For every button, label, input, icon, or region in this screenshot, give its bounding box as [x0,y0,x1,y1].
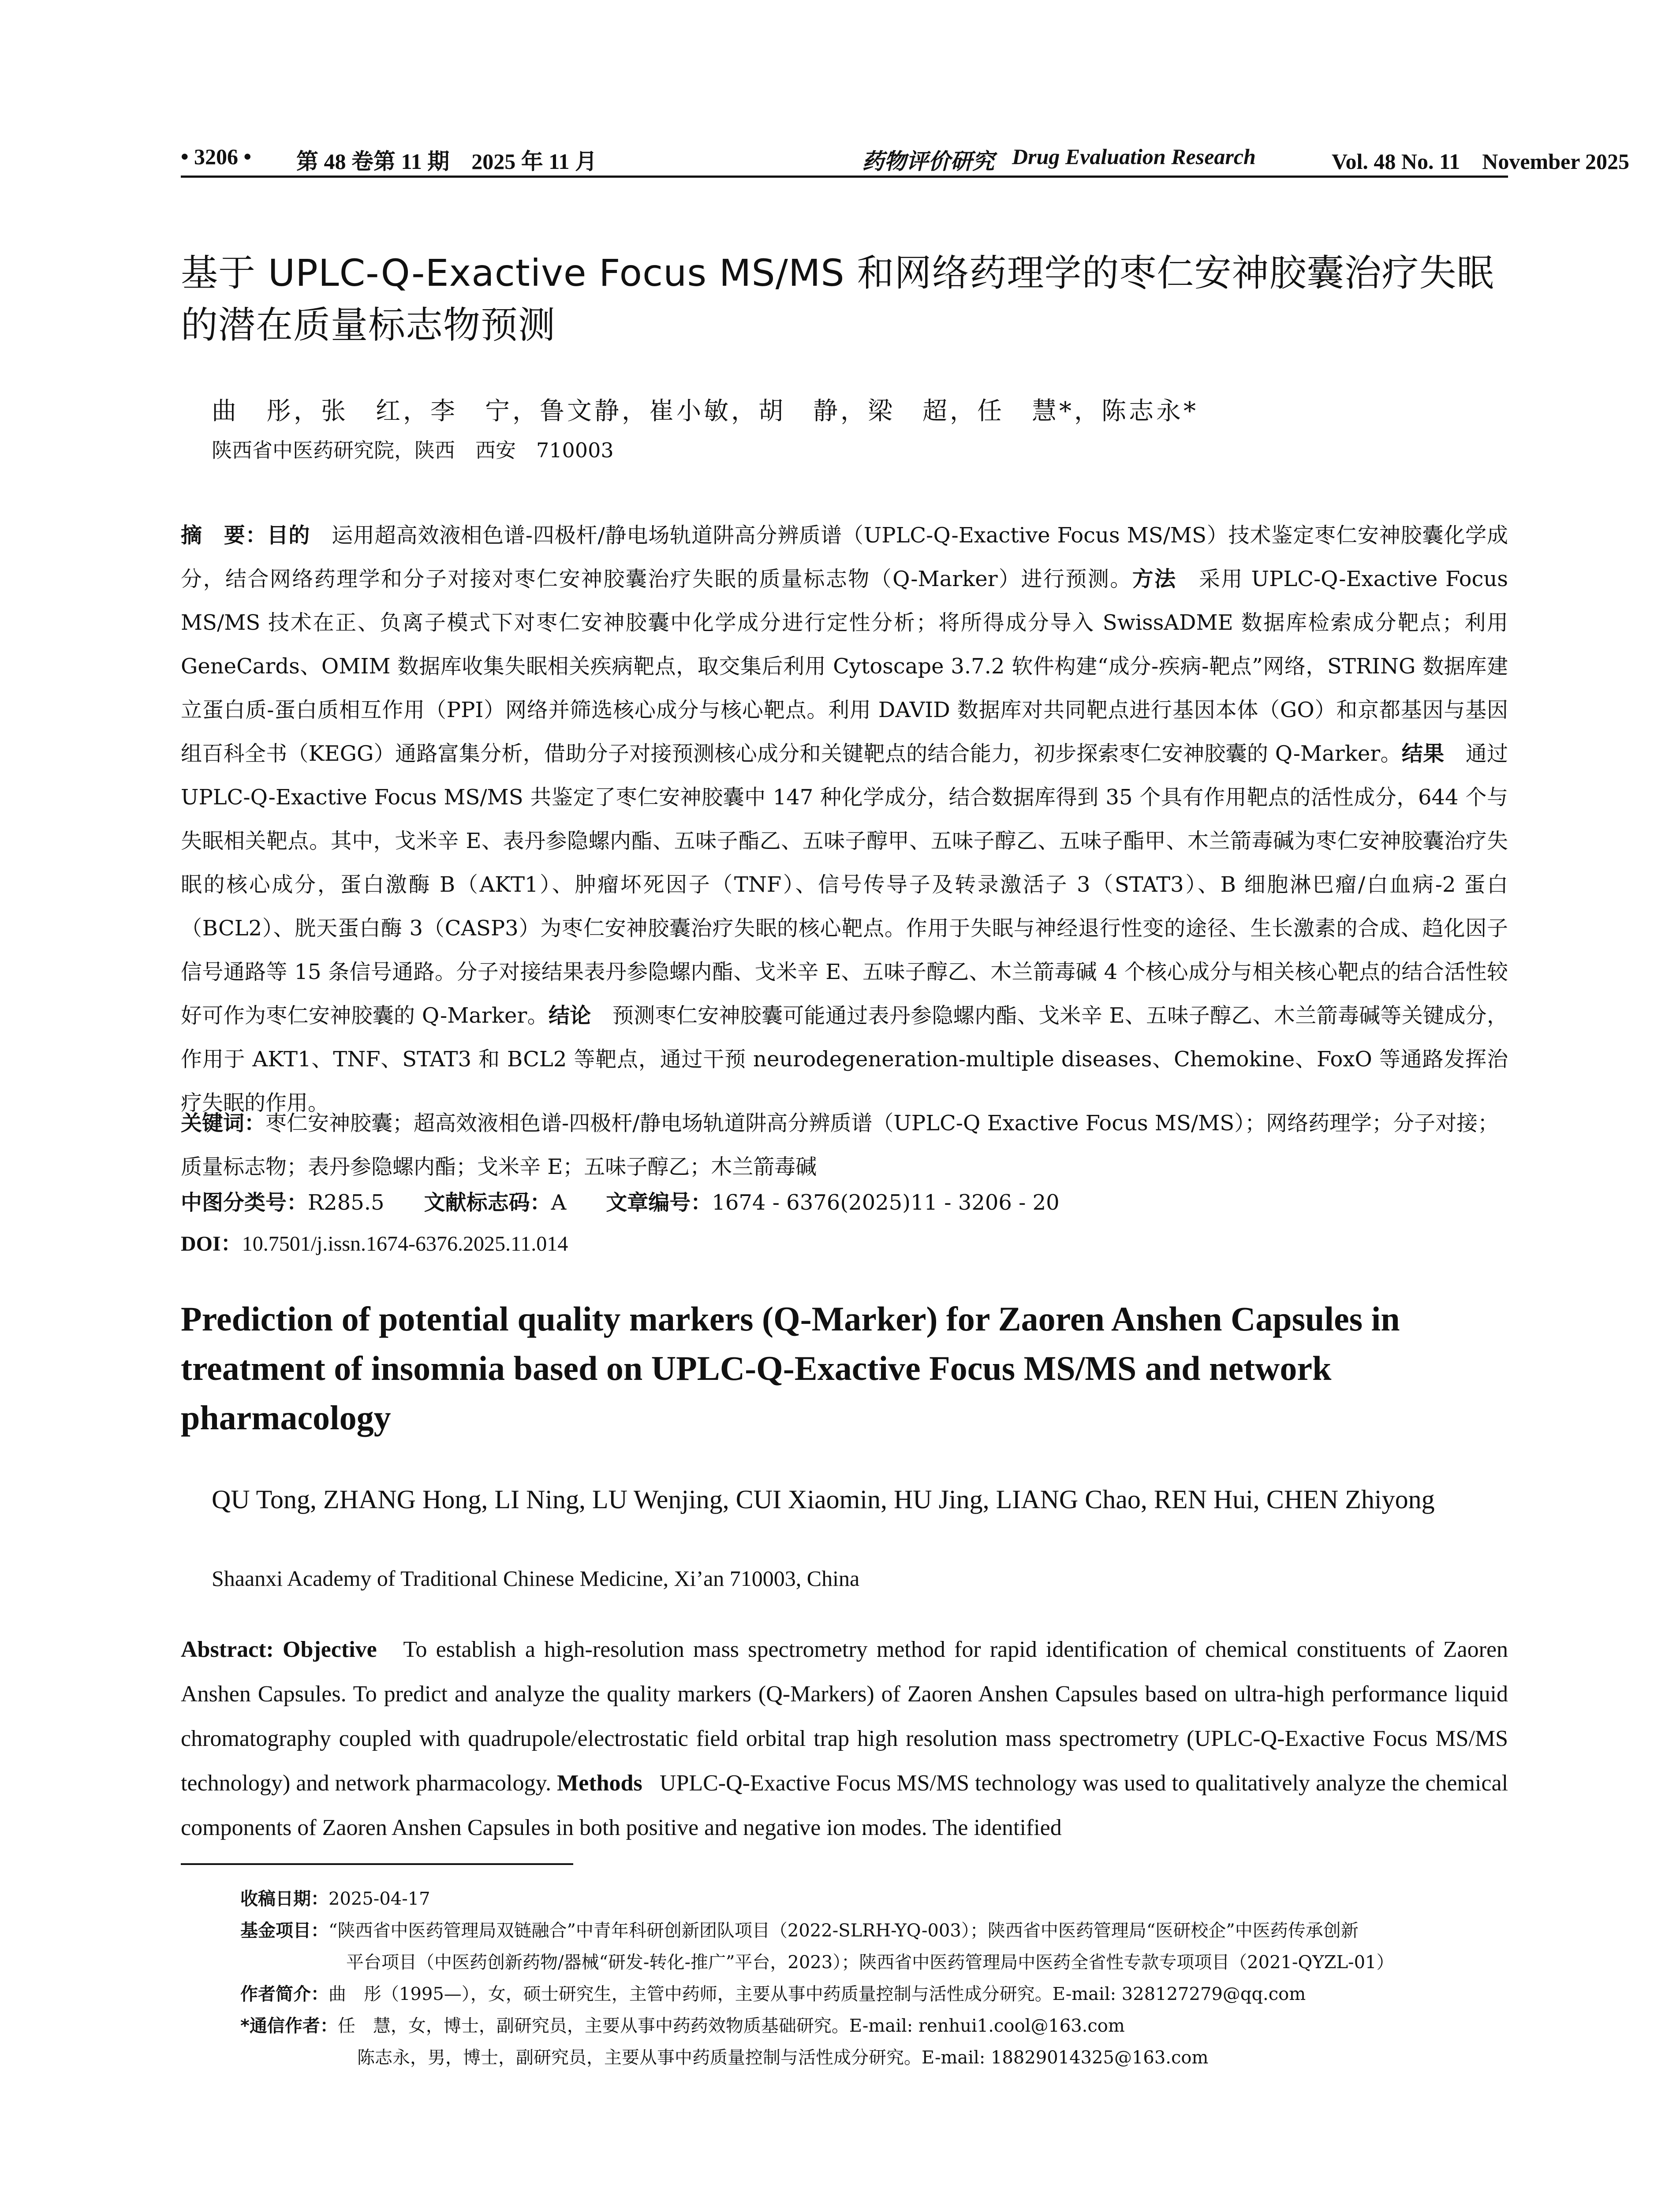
objective-en: To establish a high-resolution mass spectrometry method for rapid identification of chemical constituents of Zaoren Anshen Capsules. To predict and analyze the quality markers (Q-Markers) of Zaoren Anshen Capsules based on ultra-high performance liquid chromatography coupled with quadrupole/electrostatic field orbital trap high resolution mass spectrometry (UPLC-Q-Exactive Focus MS/MS technology) and network pharmacology. [181,1637,1508,1796]
keywords-cn [181,1102,1508,1189]
footnote-fund [240,1915,1508,1947]
footnote-received [240,1883,1508,1915]
clc-label: 中图分类号： [181,1190,308,1215]
affiliation-cn: 陕西省中医药研究院，陕西 西安 710003 [212,438,614,462]
fund-label: 基金项目： [240,1921,329,1941]
classification-row [181,1182,1508,1223]
authors-cn: 曲 彤，张 红，李 宁，鲁文静，崔小敏，胡 静，梁 超，任 慧*，陈志永* [212,397,1198,426]
footnote-author [240,1978,1508,2010]
journal-name-cn: 药物评价研究 [862,148,994,174]
title-cn: 基于 UPLC-Q-Exactive Focus MS/MS 和网络药理学的枣仁安神胶囊治疗失眠的潜在质量标志物预测 [181,251,1494,347]
corresponding-2: 陈志永，男，博士，副研究员，主要从事中药质量控制与活性成分研究。E-mail: 18829014325@163.com [357,2048,1209,2068]
results-cn: 通过 UPLC-Q-Exactive Focus MS/MS 共鉴定了枣仁安神胶囊中 147 种化学成分，结合数据库得到 35 个具有作用靶点的活性成分，644 个与失眠相关靶点。其中，戈米辛 E、表丹参隐螺内酯、五味子酯乙、五味子醇甲、五味子醇乙、五味子酯甲、木兰箭毒碱为枣仁安神胶囊治疗失眠的核心成分，蛋白激酶 B（AKT1）、肿瘤坏死因子（TNF）、信号传导子及转录激活子 3（STAT3）、B 细胞淋巴瘤/白血病-2 蛋白（BCL2）、胱天蛋白酶 3（CASP3）为枣仁安神胶囊治疗失眠的核心靶点。作用于失眠与神经退行性变的途径、生长激素的合成、趋化因子信号通路等 15 条信号通路。分子对接结果表丹参隐螺内酯、戈米辛 E、五味子醇乙、木兰箭毒碱 4 个核心成分与相关核心靶点的结合活性较好可作为枣仁安神胶囊的 Q-Marker。 [181,741,1508,1028]
objective-label-cn: 目的 [267,523,310,548]
fund-line-2: 平台项目（中医药创新药物/器械“研发-转化-推广”平台，2023）；陕西省中医药管理局中医药全省性专款专项项目（2021-QYZL-01） [346,1952,1394,1973]
article-number-label: 文章编号： [606,1190,712,1215]
page-number: • 3206 • [181,144,252,169]
methods-label-en: Methods [557,1771,642,1796]
corresponding-label: *通信作者： [240,2016,338,2036]
classification-block [181,1182,1508,1265]
received-date: 2025-04-17 [329,1889,430,1909]
volume-issue-en: Vol. 48 No. 11 November 2025 [1332,149,1629,174]
footnote-fund-cont [240,1947,1508,1978]
article-number-value: 1674 - 6376(2025)11 - 3206 - 20 [712,1190,1060,1215]
affiliation-en: Shaanxi Academy of Traditional Chinese Medicine, Xi’an 710003, China [212,1566,860,1591]
abstract-en-label: Abstract: [181,1637,274,1662]
footnotes [240,1883,1508,2074]
methods-label-cn: 方法 [1132,567,1177,591]
abstract-cn-label: 摘 要： [181,523,267,548]
corresponding-1: 任 慧，女，博士，副研究员，主要从事中药药效物质基础研究。E-mail: renhui1.cool@163.com [337,2016,1125,2036]
running-header [181,140,1629,178]
keywords-cn-label: 关键词： [181,1111,266,1136]
fund-line-1: “陕西省中医药管理局双链融合”中青年科研创新团队项目（2022-SLRH-YQ-003）；陕西省中医药管理局“医研校企”中医药传承创新 [329,1921,1359,1941]
objective-label-en: Objective [283,1637,377,1662]
abstract-cn [181,514,1508,1125]
methods-cn: 采用 UPLC-Q-Exactive Focus MS/MS 技术在正、负离子模式下对枣仁安神胶囊中化学成分进行定性分析；将所得成分导入 SwissADME 数据库检索成分靶点；利用 GeneCards、OMIM 数据库收集失眠相关疾病靶点，取交集后利用 Cytoscape 3.7.2 软件构建“成分-疾病-靶点”网络，STRING 数据库建立蛋白质-蛋白质相互作用（PPI）网络并筛选核心成分与核心靶点。利用 DAVID 数据库对共同靶点进行基因本体（GO）和京都基因与基因组百科全书（KEGG）通路富集分析，借助分子对接预测核心成分和关键靶点的结合能力，初步探索枣仁安神胶囊的 Q-Marker。 [181,567,1508,766]
conclusion-label-cn: 结论 [548,1003,591,1028]
objective-cn: 运用超高效液相色谱-四极杆/静电场轨道阱高分辨质谱（UPLC-Q-Exactive Focus MS/MS）技术鉴定枣仁安神胶囊化学成分，结合网络药理学和分子对接对枣仁安神胶囊治疗失眠的质量标志物（Q-Marker）进行预测。 [181,523,1508,591]
author-bio: 曲 彤（1995—），女，硕士研究生，主管中药师，主要从事中药质量控制与活性成分研究。E-mail: 328127279@qq.com [329,1984,1306,2004]
doc-code-label: 文献标志码： [424,1190,551,1215]
doc-code-value: A [551,1190,567,1215]
methods-en: UPLC-Q-Exactive Focus MS/MS technology was used to qualitatively analyze the chemical components of Zaoren Anshen Capsules in both positive and negative ion modes. The identified [181,1771,1508,1840]
author-bio-label: 作者简介： [240,1984,329,2004]
footnote-corresponding-cont [240,2042,1508,2074]
doi-label: DOI： [181,1232,242,1256]
authors-en: QU Tong, ZHANG Hong, LI Ning, LU Wenjing, CUI Xiaomin, HU Jing, LIANG Chao, REN Hui, CHEN Zhiyong [212,1485,1435,1514]
doi-row [181,1223,1508,1265]
received-label: 收稿日期： [240,1889,329,1909]
title-en: Prediction of potential quality markers (Q-Marker) for Zaoren Anshen Capsules in treatment of insomnia based on UPLC-Q-Exactive Focus MS/MS and network pharmacology [181,1300,1400,1437]
footnote-divider [181,1863,573,1865]
keywords-cn-text: 枣仁安神胶囊；超高效液相色谱-四极杆/静电场轨道阱高分辨质谱（UPLC-Q Exactive Focus MS/MS）；网络药理学；分子对接；质量标志物；表丹参隐螺内酯；戈米辛 E；五味子醇乙；木兰箭毒碱 [181,1111,1499,1179]
doi-value[interactable]: 10.7501/j.issn.1674-6376.2025.11.014 [242,1232,568,1256]
abstract-en [181,1627,1508,1850]
conclusion-cn: 预测枣仁安神胶囊可能通过表丹参隐螺内酯、戈米辛 E、五味子醇乙、木兰箭毒碱等关键成分，作用于 AKT1、TNF、STAT3 和 BCL2 等靶点，通过干预 neurodegeneration-multiple diseases、Chemokine、FoxO 等通路发挥治疗失眠的作用。 [181,1003,1508,1115]
journal-name-en: Drug Evaluation Research [1012,144,1256,169]
results-label-cn: 结果 [1401,741,1445,766]
issue-cn: 第 48 卷第 11 期 2025 年 11 月 [296,149,597,174]
footnote-corresponding [240,2010,1508,2042]
clc-value: R285.5 [308,1190,385,1215]
